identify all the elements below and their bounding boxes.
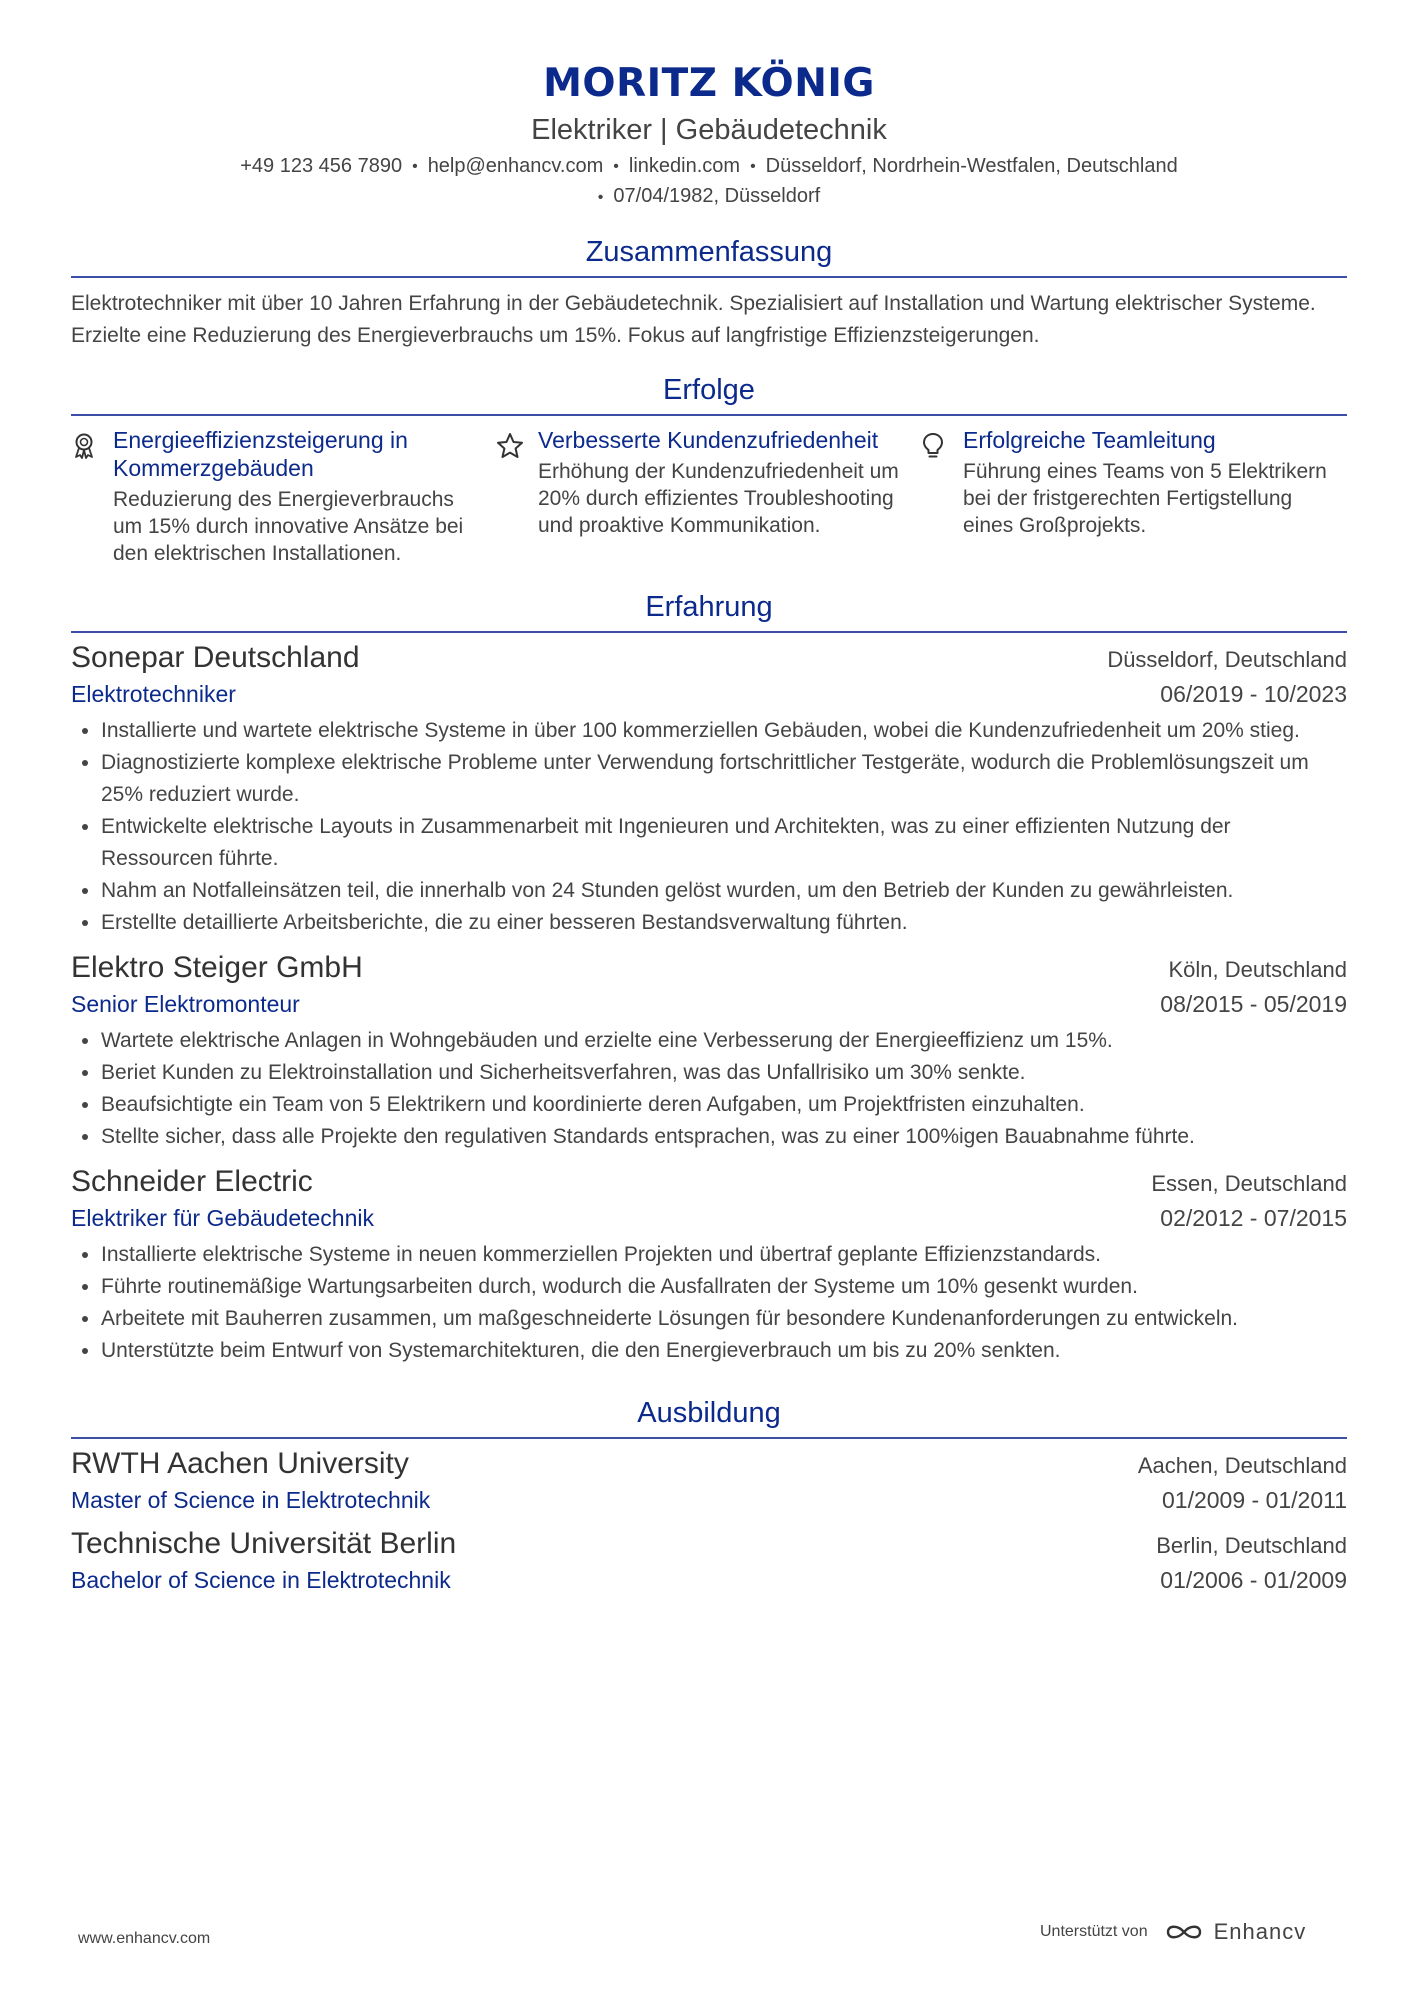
achievement-title: Erfolgreiche Teamleitung bbox=[963, 427, 1216, 453]
achievement-description: Führung eines Teams von 5 Elektrikern bei der fristgerechten Fertigstellung eines Großprojekts. bbox=[963, 460, 1327, 537]
job-bullets bbox=[71, 1025, 1347, 1153]
footer-branding bbox=[1040, 1919, 1306, 1945]
achievement-title: Verbesserte Kundenzufriedenheit bbox=[538, 427, 879, 453]
school-location: Berlin, Deutschland bbox=[1156, 1533, 1347, 1558]
job-bullets bbox=[71, 715, 1347, 939]
brand-name: Enhancv bbox=[1213, 1919, 1307, 1944]
education-entry bbox=[71, 1445, 1347, 1515]
achievements-list bbox=[71, 426, 1347, 567]
list-item: • Führte routinemäßige Wartungsarbeiten durch, wodurch die Ausfallraten der Systeme um 10% gesenkt wurden. bbox=[101, 1271, 1347, 1303]
school-name: Technische Universität Berlin bbox=[71, 1527, 457, 1560]
list-item: • Entwickelte elektrische Layouts in Zusammenarbeit mit Ingenieuren und Architekten, was zu einer effizienten Nutzung der Ressourcen führte. bbox=[101, 811, 1347, 875]
job-dates: 08/2015 - 05/2019 bbox=[1160, 991, 1347, 1017]
job-location: Köln, Deutschland bbox=[1168, 957, 1347, 982]
list-item: • Beriet Kunden zu Elektroinstallation und Sicherheitsverfahren, was das Unfallrisiko um 30% senkte. bbox=[101, 1057, 1347, 1089]
education-dates: 01/2006 - 01/2009 bbox=[1160, 1567, 1347, 1593]
lightbulb-icon bbox=[921, 426, 963, 567]
section-title-achievements: Erfolge bbox=[71, 372, 1347, 416]
summary-section bbox=[71, 234, 1347, 352]
achievement-title: Energieeffizienzsteigerung in Kommerzgebäuden bbox=[113, 427, 408, 481]
list-item: • Nahm an Notfalleinsätzen teil, die innerhalb von 24 Stunden gelöst wurden, um den Betrieb der Kunden zu gewährleisten. bbox=[101, 875, 1347, 907]
separator-dot: • bbox=[750, 158, 756, 175]
job-dates: 02/2012 - 07/2015 bbox=[1160, 1205, 1347, 1231]
company-name: Sonepar Deutschland bbox=[71, 641, 360, 674]
location: Düsseldorf, Nordrhein-Westfalen, Deutschland bbox=[765, 155, 1178, 177]
job-dates: 06/2019 - 10/2023 bbox=[1160, 681, 1347, 707]
education-dates: 01/2009 - 01/2011 bbox=[1161, 1487, 1347, 1513]
list-item: • Installierte und wartete elektrische Systeme in über 100 kommerziellen Gebäuden, wobei die Kundenzufriedenheit um 20% stieg. bbox=[101, 715, 1347, 747]
job-location: Essen, Deutschland bbox=[1151, 1171, 1347, 1196]
section-title-summary: Zusammenfassung bbox=[71, 234, 1347, 278]
contact-line bbox=[71, 152, 1347, 182]
linkedin-link[interactable]: linkedin.com bbox=[628, 155, 741, 177]
list-item: • Diagnostizierte komplexe elektrische Probleme unter Verwendung fortschrittlicher Testgeräte, wodurch die Problemlösungszeit um 25% reduziert wurde. bbox=[101, 747, 1347, 811]
list-item: • Erstellte detaillierte Arbeitsberichte, die zu einer besseren Bestandsverwaltung führten. bbox=[101, 907, 1347, 939]
school-name: RWTH Aachen University bbox=[71, 1447, 409, 1480]
achievement-item bbox=[71, 426, 496, 567]
list-item: • Unterstützte beim Entwurf von Systemarchitekturen, die den Energieverbrauch um bis zu 20% senkten. bbox=[101, 1335, 1347, 1367]
footer-website[interactable]: www.enhancv.com bbox=[78, 1930, 211, 1947]
powered-by-label: Unterstützt von bbox=[1040, 1923, 1148, 1940]
experience-entry bbox=[71, 1163, 1347, 1367]
birth-line bbox=[71, 182, 1347, 212]
email[interactable]: help@enhancv.com bbox=[427, 155, 604, 177]
job-bullets bbox=[71, 1239, 1347, 1367]
achievement-description: Erhöhung der Kundenzufriedenheit um 20% durch effizientes Troubleshooting und proaktive Kommunikation. bbox=[538, 460, 899, 537]
award-icon bbox=[71, 426, 113, 567]
achievement-item bbox=[496, 426, 921, 567]
experience-entry bbox=[71, 639, 1347, 939]
degree: Bachelor of Science in Elektrotechnik bbox=[71, 1567, 451, 1593]
job-role: Elektriker für Gebäudetechnik bbox=[71, 1205, 374, 1231]
achievements-section bbox=[71, 372, 1347, 567]
resume-header bbox=[71, 0, 1347, 212]
job-role: Elektrotechniker bbox=[71, 681, 236, 707]
list-item: • Stellte sicher, dass alle Projekte den regulativen Standards entsprachen, was zu einer 100%igen Bauabnahme führte. bbox=[101, 1121, 1347, 1153]
achievement-item bbox=[921, 426, 1346, 567]
degree: Master of Science in Elektrotechnik bbox=[71, 1487, 431, 1513]
experience-entry bbox=[71, 949, 1347, 1153]
list-item: • Installierte elektrische Systeme in neuen kommerziellen Projekten und übertraf geplante Effizienzstandards. bbox=[101, 1239, 1347, 1271]
school-location: Aachen, Deutschland bbox=[1137, 1453, 1347, 1478]
resume-page bbox=[71, 0, 1347, 1595]
job-location: Düsseldorf, Deutschland bbox=[1107, 647, 1347, 672]
list-item: • Wartete elektrische Anlagen in Wohngebäuden und erzielte eine Verbesserung der Energieeffizienz um 15%. bbox=[101, 1025, 1347, 1057]
experience-section bbox=[71, 589, 1347, 1367]
section-title-education: Ausbildung bbox=[71, 1395, 1347, 1439]
candidate-name: MORITZ KÖNIG bbox=[543, 61, 875, 106]
job-role: Senior Elektromonteur bbox=[71, 991, 300, 1017]
enhancv-logo-icon bbox=[1162, 1920, 1206, 1944]
separator-dot: • bbox=[412, 158, 418, 175]
list-item: • Beaufsichtigte ein Team von 5 Elektrikern und koordinierte deren Aufgaben, um Projektfristen einzuhalten. bbox=[101, 1089, 1347, 1121]
list-item: • Arbeitete mit Bauherren zusammen, um maßgeschneiderte Lösungen für besondere Kundenanforderungen zu entwickeln. bbox=[101, 1303, 1347, 1335]
candidate-title: Elektriker | Gebäudetechnik bbox=[531, 114, 887, 146]
star-icon bbox=[496, 426, 538, 567]
education-entry bbox=[71, 1525, 1347, 1595]
separator-dot: • bbox=[597, 189, 604, 206]
separator-dot: • bbox=[613, 158, 619, 175]
section-title-experience: Erfahrung bbox=[71, 589, 1347, 633]
birth-info: 07/04/1982, Düsseldorf bbox=[613, 185, 821, 207]
phone: +49 123 456 7890 bbox=[240, 155, 403, 177]
achievement-description: Reduzierung des Energieverbrauchs um 15% durch innovative Ansätze bei den elektrischen Installationen. bbox=[113, 488, 464, 565]
company-name: Schneider Electric bbox=[71, 1165, 313, 1198]
summary-text: Elektrotechniker mit über 10 Jahren Erfahrung in der Gebäudetechnik. Spezialisiert auf Installation und Wartung elektrischer Systeme. Erzielte eine Reduzierung des Energieverbrauchs um 15%. Fokus auf langfristige Effizienzsteigerungen. bbox=[71, 292, 1316, 347]
company-name: Elektro Steiger GmbH bbox=[71, 951, 363, 984]
education-section bbox=[71, 1395, 1347, 1595]
